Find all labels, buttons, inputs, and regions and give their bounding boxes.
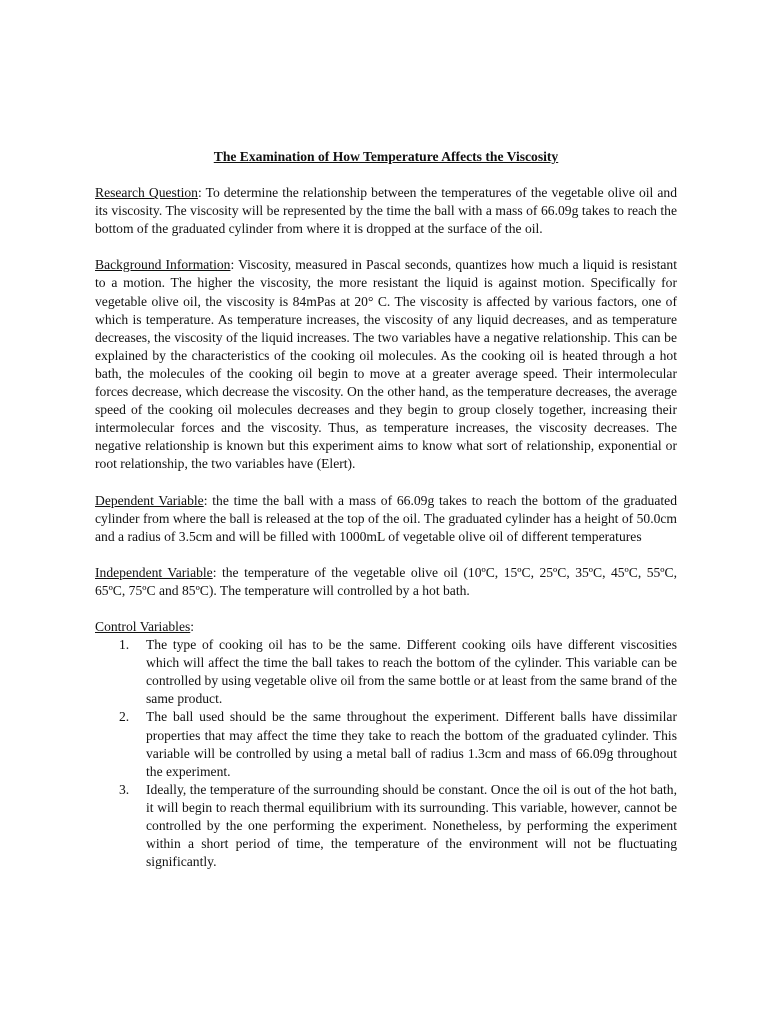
dependent-variable-section (95, 492, 677, 546)
list-item (95, 636, 677, 708)
list-item (95, 781, 677, 871)
list-item-number: 2. (119, 709, 130, 725)
control-variables-section (95, 618, 677, 871)
independent-variable-section (95, 564, 677, 600)
research-question-heading: Research Question (95, 185, 198, 201)
dependent-variable-text: : the time the ball with a mass of 66.09g takes to reach the bottom of the graduated cylinder from where the ball is released at the top of the oil. The graduated cylinder has a height of 50.0cm and a radius of 3.5cm and will be filled with 1000mL of vegetable olive oil of different temperatures (95, 492, 678, 544)
background-section (95, 256, 677, 473)
list-item-text: The type of cooking oil has to be the same. Different cooking oils have different viscosities which will affect the time the ball takes to reach the bottom of the cylinder. This variable can be controlled by using vegetable olive oil from the same bottle or at least from the same brand of the same product. (146, 637, 677, 707)
control-variables-list (95, 636, 677, 871)
list-item-number: 1. (119, 637, 130, 653)
list-item-number: 3. (119, 781, 130, 797)
research-question-section (95, 184, 677, 238)
background-heading: Background Information (95, 257, 231, 273)
control-variables-colon: : (190, 618, 195, 634)
list-item (95, 708, 677, 780)
document-title: The Examination of How Temperature Affects the Viscosity (213, 149, 559, 164)
list-item-text: The ball used should be the same throughout the experiment. Different balls have dissimilar properties that may affect the time they take to reach the bottom of the graduated cylinder. This variable will be controlled by using a metal ball of radius 1.3cm and mass of 66.09g throughout the experiment. (146, 709, 677, 779)
research-question-text: : To determine the relationship between the temperatures of the vegetable olive oil and its viscosity. The viscosity will be represented by the time the ball with a mass of 66.09g takes to reach the bottom of the graduated cylinder from where it is dropped at the surface of the oil. (95, 185, 677, 237)
control-variables-heading-line (95, 618, 677, 636)
independent-variable-heading: Independent Variable (95, 564, 213, 580)
dependent-variable-heading: Dependent Variable (95, 492, 204, 508)
independent-variable-text: : the temperature of the vegetable olive oil (10ºC, 15ºC, 25ºC, 35ºC, 45ºC, 55ºC, 65ºC, 75ºC and 85ºC). The temperature will controlled by a hot bath. (95, 564, 677, 598)
list-item-text: Ideally, the temperature of the surrounding should be constant. Once the oil is out of the hot bath, it will begin to reach thermal equilibrium with its surrounding. This variable, however, cannot be controlled by the one performing the experiment. Nonetheless, by performing the experiment within a short period of time, the temperature of the environment will not be fluctuating significantly. (146, 781, 677, 870)
background-text: : Viscosity, measured in Pascal seconds, quantizes how much a liquid is resistant to a motion. The higher the viscosity, the more resistant the liquid is against motion. Specifically for vegetable olive oil, the viscosity is 84mPas at 20° C. The viscosity is affected by various factors, one of which is temperature. As temperature increases, the viscosity of any liquid decreases, and as temperature decreases, the viscosity of the liquid increases. The two variables have a negative relationship. This can be explained by the characteristics of the cooking oil molecules. As the cooking oil is heated through a hot bath, the molecules of the cooking oil begin to move at a greater average speed. Their intermolecular forces decrease, which decrease the viscosity. On the other hand, as the temperature decreases, the average speed of the cooking oil molecules decreases and they begin to group closely together, increasing their intermolecular forces and the viscosity. Thus, as temperature increases, the viscosity decreases. The negative relationship is known but this experiment aims to know what sort of relationship, exponential or root relationship, the two variables have (Elert). (95, 257, 677, 472)
control-variables-heading: Control Variables (95, 618, 191, 634)
document-page (95, 148, 677, 871)
